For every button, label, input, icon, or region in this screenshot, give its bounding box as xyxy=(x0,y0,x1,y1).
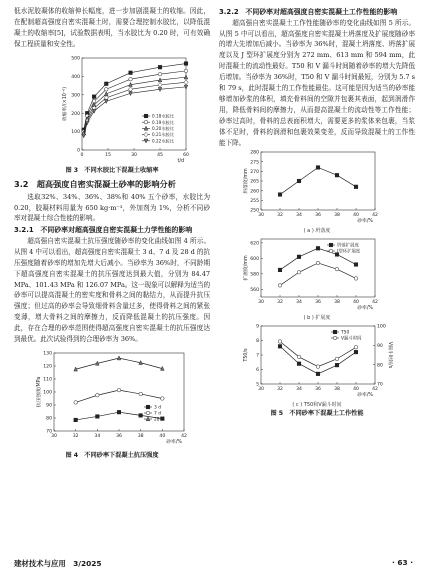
data-point xyxy=(129,71,133,75)
y-tick-label: 500 xyxy=(71,56,80,62)
data-point xyxy=(316,247,320,251)
x-tick-label: 34 xyxy=(296,387,302,393)
y-tick-label: 400 xyxy=(71,74,80,80)
data-point xyxy=(96,393,100,397)
data-point xyxy=(278,193,282,197)
y-tick-label: 255 xyxy=(250,199,259,205)
series-line-2 xyxy=(280,342,356,367)
x-tick-label: 40 xyxy=(353,213,359,219)
y-tick-label: 275 xyxy=(250,160,259,166)
data-point xyxy=(158,72,162,76)
x-tick-label: 60 xyxy=(183,152,189,158)
x-tick-label: 32 xyxy=(72,434,79,439)
y-tick-label: 100 xyxy=(43,390,52,396)
data-point xyxy=(278,284,282,288)
figure-5b-spread-chart xyxy=(219,235,415,315)
data-point xyxy=(316,365,320,369)
x-tick-label: 40 xyxy=(159,434,166,439)
y-tick-label: 300 xyxy=(71,93,80,99)
y-tick-label: 5 xyxy=(256,383,259,389)
data-point xyxy=(117,356,121,360)
data-point xyxy=(139,392,143,396)
x-tick-label: 42 xyxy=(181,434,187,439)
x-tick-label: 30 xyxy=(258,300,264,306)
x-tick-label: 30 xyxy=(51,434,57,439)
x-tick-label: 42 xyxy=(372,387,378,393)
x-tick-label: 45 xyxy=(157,152,163,158)
data-point xyxy=(74,418,78,422)
legend-marker xyxy=(146,405,150,409)
data-point xyxy=(297,271,301,275)
page-number: · 63 · xyxy=(391,558,413,567)
data-point xyxy=(96,415,100,419)
data-point xyxy=(335,174,339,178)
y-axis-label: 坍落度/mm xyxy=(244,168,249,195)
y-tick-label: 120 xyxy=(43,364,52,370)
legend-label: 0.19水胶比 xyxy=(152,119,174,125)
data-point xyxy=(335,358,339,362)
x-tick-label: 42 xyxy=(372,213,378,219)
x-axis-label: 砂率/% xyxy=(357,306,373,312)
x-tick-label: 36 xyxy=(116,434,122,439)
y-axis-label: 抗压强度/MPa xyxy=(37,376,42,408)
legend-label: 28 d xyxy=(154,417,164,423)
paragraph-workability: 超高强自密实混凝土工作性能随砂率的变化曲线如图 5 所示。从图 5 中可以看出，超高强度自密实混凝土坍落度及扩展度随砂率的增大先增加后减小。当砂率为 36%时，混凝土坍落度、坍落扩展度以及 J 型环扩展度分别为 272 mm、613 mm 和 594 mm，此时混凝土的流动性最好。T50 和 V 漏斗时间随着砂率的增大先降低后增加。当砂率为 36%时，T50 和 V 漏斗时间最短，分别为 5.7 s 和 79 s，此时混凝土的工作性能最佳。这可能是因为适当的砂率能够增加砂浆的体积，填充骨料间的空隙并包裹其表面，起到润滑作用，降低骨料间的摩擦力，从而提高混凝土的流动性等工作性能；砂率过高时，骨料的总表面积增大，需要更多的浆体来包裹，当浆体不足时，骨料的润滑和包裹效果变差，反而导致混凝土的工作性能下降。 xyxy=(219,18,415,147)
y2-tick-label: 80 xyxy=(377,363,383,369)
y-tick-label: 130 xyxy=(43,351,52,357)
legend-marker xyxy=(333,331,337,335)
legend-label: 0.22水胶比 xyxy=(152,138,174,144)
data-point xyxy=(354,263,358,267)
y-axis-label: 扩展度/mm xyxy=(244,255,249,282)
journal-name: 建材技术与应用 3/2025 xyxy=(14,559,102,568)
y2-tick-label: 90 xyxy=(377,344,383,350)
legend-marker xyxy=(144,132,148,136)
x-tick-label: 32 xyxy=(277,300,283,306)
right-column xyxy=(219,6,415,418)
y-tick-label: 9 xyxy=(256,325,259,331)
data-point xyxy=(316,166,320,170)
data-point xyxy=(335,268,339,272)
paragraph-shrinkage: 低水泥胶凝体的收缩伸长幅度，进一步加剧混凝土的收缩。因此，在配制超高强度自密实混凝土时，需要合理控制水胶比，以降低混凝土的收缩率[5]，试验数据表明，当水胶比为 0.20 时，可有效确保工程质量和安全性。 xyxy=(14,7,210,48)
data-point xyxy=(297,356,301,360)
y-tick-label: 265 xyxy=(250,180,259,186)
x-axis-label: 砂率/% xyxy=(166,440,182,445)
data-point xyxy=(354,277,358,281)
x-tick-label: 38 xyxy=(334,300,340,306)
data-point xyxy=(117,410,121,414)
figure-4-caption: 图 4 不同砂率下混凝土抗压强度 xyxy=(65,452,159,459)
x-tick-label: 30 xyxy=(131,152,137,158)
subsection-title-3-2-1: 3.2.1 不同砂率对超高强度自密实混凝土力学性能的影响 xyxy=(14,226,193,235)
data-point xyxy=(278,269,282,273)
figure-5a-slump-chart xyxy=(219,148,415,228)
x-tick-label: 38 xyxy=(137,434,144,439)
data-point xyxy=(354,185,358,189)
plot-frame xyxy=(261,152,375,210)
paragraph-sand-ratio-setup: 选取32%、34%、36%、38%和 40% 五个砂率，水胶比为 0.20，胶凝材料用量为 650 kg·m⁻³，外加剂为 1%，分析不同砂率对混凝土综合性能的影响。 xyxy=(14,192,210,223)
legend-label: 7 d xyxy=(154,411,161,417)
y-tick-label: 600 xyxy=(250,257,259,263)
y-tick-label: 580 xyxy=(250,272,259,278)
x-tick-label: 15 xyxy=(105,152,111,158)
figure-5-caption: 图 5 不同砂率下混凝土工作性能 xyxy=(270,410,364,418)
legend-label: T50 xyxy=(341,331,350,337)
x-tick-label: 38 xyxy=(334,387,340,393)
data-point xyxy=(354,346,358,350)
data-point xyxy=(278,340,282,344)
y2-axis-label: V漏斗时间/s xyxy=(387,342,392,369)
data-point xyxy=(184,69,188,73)
x-tick-label: 36 xyxy=(315,387,321,393)
data-point xyxy=(184,61,188,65)
y-tick-label: 0 xyxy=(77,148,80,154)
data-point xyxy=(139,414,143,418)
data-point xyxy=(158,82,162,86)
legend-label: V漏斗时间 xyxy=(341,337,362,343)
x-tick-label: 32 xyxy=(277,387,283,393)
y-tick-label: 8 xyxy=(256,339,259,345)
y-tick-label: 110 xyxy=(43,377,52,383)
data-point xyxy=(161,397,165,401)
data-point xyxy=(104,87,108,91)
legend-marker xyxy=(329,250,333,254)
data-point xyxy=(316,262,320,266)
y-tick-label: 7 xyxy=(256,354,259,360)
y-tick-label: 200 xyxy=(71,111,80,117)
series-line-1 xyxy=(280,168,356,195)
figure-5c-t50-vfunnel-chart xyxy=(219,322,415,402)
data-point xyxy=(297,255,301,259)
x-tick-label: 34 xyxy=(296,300,302,306)
y-tick-label: 260 xyxy=(250,189,259,195)
legend-label: 0.18水胶比 xyxy=(152,113,174,119)
legend-marker xyxy=(146,411,150,415)
data-point xyxy=(104,82,108,86)
data-point xyxy=(184,75,188,79)
data-point xyxy=(335,364,339,368)
data-point xyxy=(74,401,78,405)
x-tick-label: 34 xyxy=(296,213,302,219)
x-tick-label: 30 xyxy=(258,213,264,219)
figure-3-caption: 图 3 不同水胶比下混凝土收缩率 xyxy=(65,166,159,174)
data-point xyxy=(92,94,96,98)
legend-marker xyxy=(144,120,148,124)
y-tick-label: 280 xyxy=(250,151,259,157)
x-tick-label: 38 xyxy=(334,213,340,219)
data-point xyxy=(278,345,282,349)
legend-label: 0.21水胶比 xyxy=(152,131,174,137)
figure-5c-subcaption: ( c ) T50和V漏斗时间 xyxy=(292,402,342,409)
x-tick-label: 36 xyxy=(315,213,321,219)
figure-5a-subcaption: ( a ) 坍落度 xyxy=(303,228,331,235)
data-point xyxy=(129,77,133,81)
paragraph-compressive-strength: 超高强自密实混凝土抗压强度随砂率的变化曲线如图 4 所示。从图 4 中可以看出，超高强度自密实混凝土 3 d、7 d 及 28 d 的抗压强度随着砂率的增加先增大后减小。当砂率为 36%时，不同龄期下超高强度自密实混凝土的抗压强度达到最大值，分别为 84.47 MPa、101.43 MPa 和 126.07 MPa。这一现象可以解释为适当的砂率可以提高混凝土的密实度和骨料之间的黏结力，从而提升抗压强度；但过高的砂率会导致细骨料含量过多，使得骨料之间的紧张变薄，增大骨料之间的摩擦力，反而降低混凝土的抗压强度。因此，存在合理的砂率范围使得超高强度自密实混凝土的抗压强度达到最优。此次试验得到的合理砂率为 36%。 xyxy=(14,236,210,344)
section-title-3-2: 3.2 超高强度自密实混凝土砂率的影响分析 xyxy=(14,178,176,189)
x-axis-label: 砂率/% xyxy=(357,393,373,399)
data-point xyxy=(128,87,132,91)
x-tick-label: 34 xyxy=(94,434,101,439)
x-axis-label: 砂率/% xyxy=(357,219,373,225)
y-tick-label: 6 xyxy=(256,368,259,374)
data-point xyxy=(104,99,108,103)
legend-label: 0.20水胶比 xyxy=(152,125,174,131)
y-axis-label: T50/s xyxy=(244,348,249,363)
legend-marker xyxy=(329,244,333,248)
left-column xyxy=(14,6,210,460)
y-tick-label: 250 xyxy=(250,209,259,215)
figure-3-shrinkage-chart xyxy=(14,50,210,166)
data-point xyxy=(297,180,301,184)
x-tick-label: 36 xyxy=(315,300,321,306)
legend-marker xyxy=(333,337,337,341)
x-tick-label: 0 xyxy=(80,152,84,158)
legend-label: 3 d xyxy=(154,405,161,411)
y-tick-label: 90 xyxy=(46,403,52,409)
x-tick-label: 30 xyxy=(258,387,264,393)
page-footer xyxy=(14,558,413,572)
data-point xyxy=(158,65,162,69)
data-point xyxy=(297,362,301,366)
data-point xyxy=(184,80,188,84)
legend-label: 坍落扩展度 xyxy=(337,244,359,250)
x-tick-label: 42 xyxy=(372,300,378,306)
y-axis-label: 收缩率/(×10⁻⁶) xyxy=(63,86,68,121)
y-tick-label: 70 xyxy=(46,429,52,435)
y-tick-label: 80 xyxy=(46,416,52,422)
x-axis-label: t/d xyxy=(177,158,184,164)
y-tick-label: 620 xyxy=(250,241,259,247)
series-line-2 xyxy=(280,263,356,285)
y2-tick-label: 100 xyxy=(377,325,386,331)
data-point xyxy=(354,351,358,355)
x-tick-label: 40 xyxy=(353,387,359,393)
y-tick-label: 560 xyxy=(250,288,259,294)
legend-marker xyxy=(144,114,148,118)
y-tick-label: 100 xyxy=(71,129,80,135)
x-tick-label: 32 xyxy=(277,213,283,219)
x-tick-label: 40 xyxy=(353,300,359,306)
y-tick-label: 270 xyxy=(250,170,259,176)
data-point xyxy=(316,373,320,377)
legend-label: J型环扩展度 xyxy=(337,250,361,256)
data-point xyxy=(117,388,121,392)
data-point xyxy=(82,133,86,137)
subsection-title-3-2-2: 3.2.2 不同砂率对超高强度自密实混凝土工作性能的影响 xyxy=(219,8,398,16)
figure-4-compressive-strength-chart xyxy=(14,345,210,451)
y2-tick-label: 70 xyxy=(377,383,383,389)
figure-5b-subcaption: ( b ) 扩展度 xyxy=(303,315,331,322)
